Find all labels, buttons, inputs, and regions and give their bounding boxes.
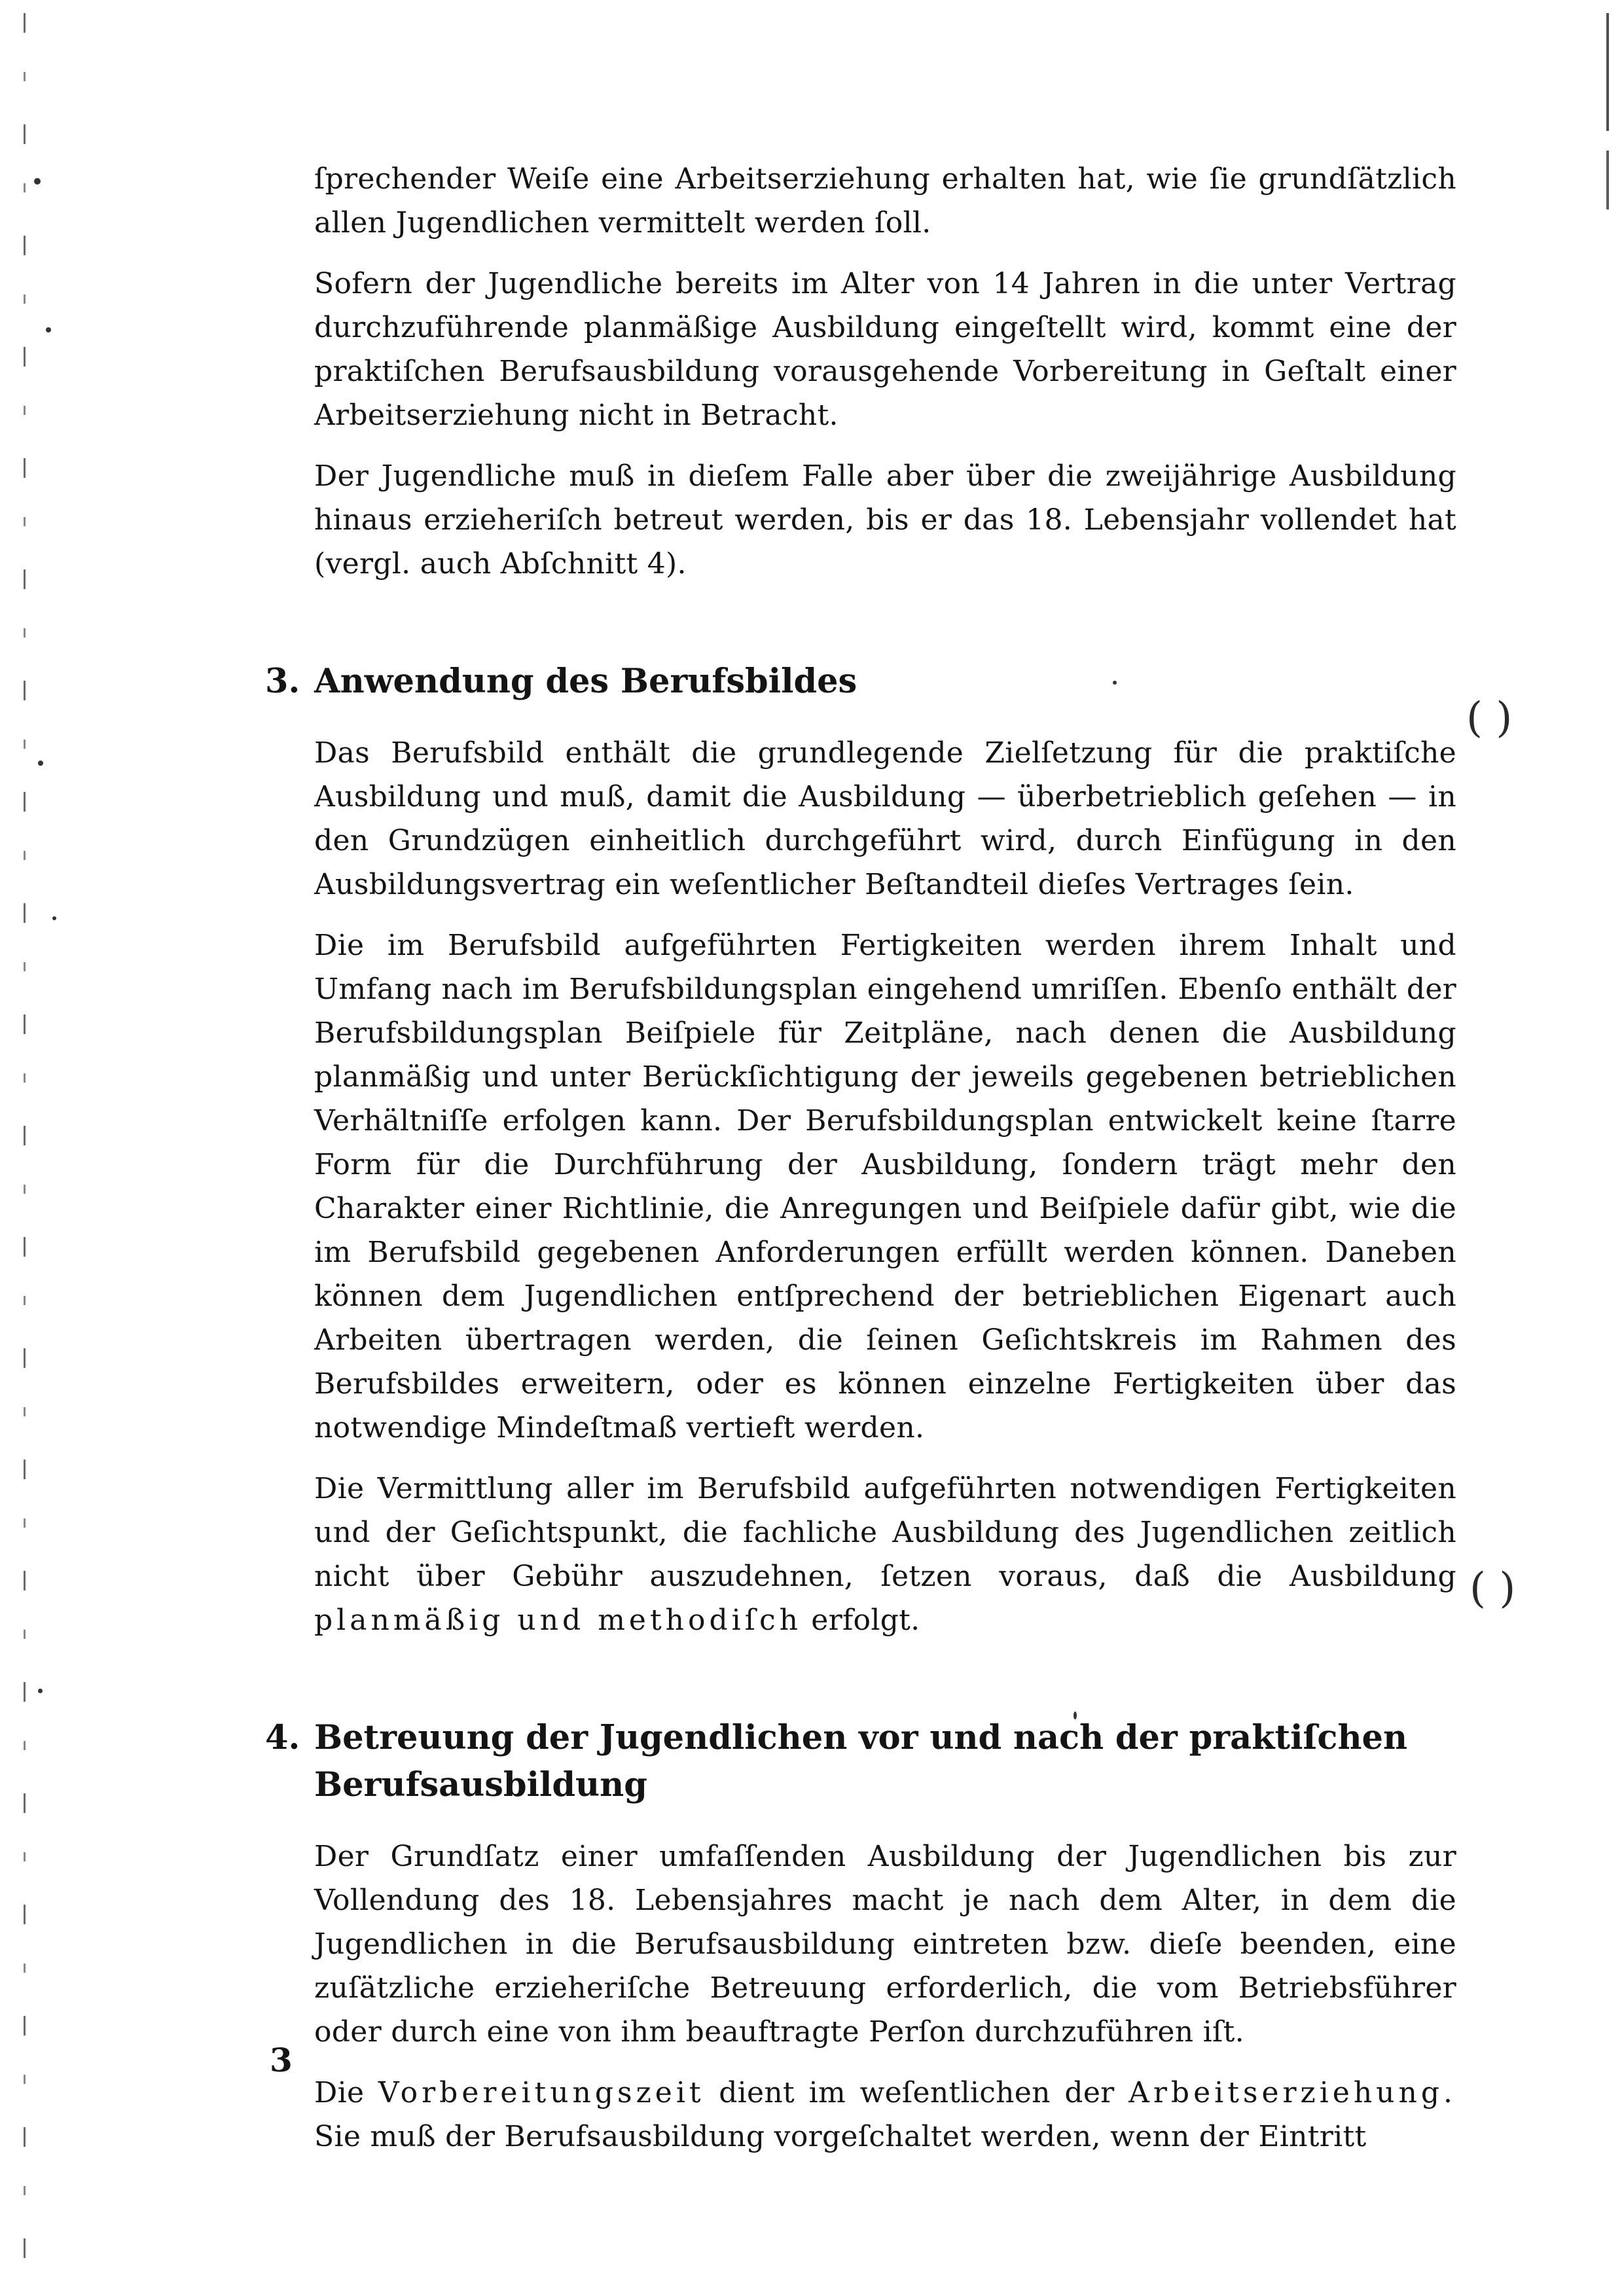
scan-edge-left	[24, 13, 26, 2278]
paragraph-text: Die	[314, 2076, 378, 2109]
paragraph	[314, 1467, 1456, 1642]
emphasized-text: Arbeitserziehung.	[1128, 2076, 1456, 2109]
paragraph-text: Die Vermittlung aller im Berufsbild aufgeführten notwendigen Fertigkeiten und der Geſichtspunkt, die fachliche Ausbildung des Jugendlichen zeitlich nicht über Gebühr auszudehnen, ſetzen voraus, daß die Ausbildung	[314, 1472, 1456, 1593]
scan-edge-right	[1606, 13, 1609, 209]
margin-bracket-mark: ( )	[1470, 1564, 1516, 1613]
paragraph: Der Jugendliche muß in dieſem Falle aber über die zweijährige Ausbildung hinaus erzieheriſch betreut werden, bis er das 18. Lebensjahr vollendet hat (vergl. auch Abſchnitt 4).	[314, 459, 1456, 581]
paragraph: Die im Berufsbild aufgeführten Fertigkeiten werden ihrem Inhalt und Umfang nach im Berufsbildungsplan eingehend umriſſen. Ebenſo enthält der Berufsbildungsplan Beiſpiele für Zeitpläne, nach denen die Ausbildung planmäßig und unter Berückſichtigung der jeweils gegebenen betrieblichen Verhältniſſe erfolgen kann. Der Berufsbildungsplan entwickelt keine ſtarre Form für die Durchführung der Ausbildung, ſondern trägt mehr den Charakter einer Richtlinie, die Anregungen und Beiſpiele dafür gibt, wie die im Berufsbild gegebenen Anforderungen erfüllt werden können. Daneben können dem Jugendlichen entſprechend der betrieblichen Eigenart auch Arbeiten übertragen werden, die ſeinen Geſichtskreis im Rahmen des Berufsbildes erweitern, oder es können einzelne Fertigkeiten über das notwendige Mindeſtmaß vertieft werden.	[314, 929, 1456, 1444]
section-heading	[265, 1714, 1456, 1808]
paragraph-text: erfolgt.	[801, 1604, 920, 1637]
section-title: Betreuung der Jugendlichen vor und nach der praktiſchen Berufsausbildung	[314, 1718, 1408, 1804]
scan-speck	[34, 178, 41, 185]
scan-speck	[38, 761, 43, 766]
paragraph-text: dient im weſentlichen der	[704, 2076, 1129, 2109]
document-body	[265, 157, 1456, 2176]
section-number: 3.	[265, 662, 300, 701]
page-number: 3	[270, 2041, 293, 2079]
paragraph: Sofern der Jugendliche bereits im Alter von 14 Jahren in die unter Vertrag durchzuführende planmäßige Ausbildung eingeſtellt wird, kommt eine der praktiſchen Berufsausbildung vorausgehende Vorbereitung in Geſtalt einer Arbeitserziehung nicht in Betracht.	[314, 267, 1456, 432]
paragraph	[314, 2071, 1456, 2159]
emphasized-text: planmäßig und methodiſch	[314, 1604, 802, 1637]
paragraph: Der Grundſatz einer umfaſſenden Ausbildung der Jugendlichen bis zur Vollendung des 18. Lebensjahres macht je nach dem Alter, in dem die Jugendlichen in die Berufsausbildung eintreten bzw. dieſe beenden, eine zuſätzliche erzieheriſche Betreuung erforderlich, die vom Betriebsführer oder durch eine von ihm beauftragte Perſon durchzuführen iſt.	[314, 1840, 1456, 2049]
paragraph-text: Sie muß der Berufsausbildung vorgeſchaltet werden, wenn der Eintritt	[314, 2120, 1367, 2153]
section-title: Anwendung des Berufsbildes	[314, 662, 857, 701]
scan-speck	[38, 1689, 43, 1693]
scan-speck	[46, 327, 51, 332]
paragraph: ſprechender Weiſe eine Arbeitserziehung erhalten hat, wie ſie grundſätzlich allen Jugendlichen vermittelt werden ſoll.	[314, 162, 1456, 240]
section-heading	[265, 658, 1456, 705]
scan-speck	[52, 916, 56, 920]
emphasized-text: Vorbereitungszeit	[378, 2076, 705, 2109]
margin-bracket-mark: ( )	[1466, 694, 1513, 742]
section-number: 4.	[265, 1718, 300, 1757]
paragraph: Das Berufsbild enthält die grundlegende Zielſetzung für die praktiſche Ausbildung und muß, damit die Ausbildung — überbetrieblich geſehen — in den Grundzügen einheitlich durchgeführt wird, durch Einfügung in den Ausbildungsvertrag ein weſentlicher Beſtandteil dieſes Vertrages ſein.	[314, 736, 1456, 901]
